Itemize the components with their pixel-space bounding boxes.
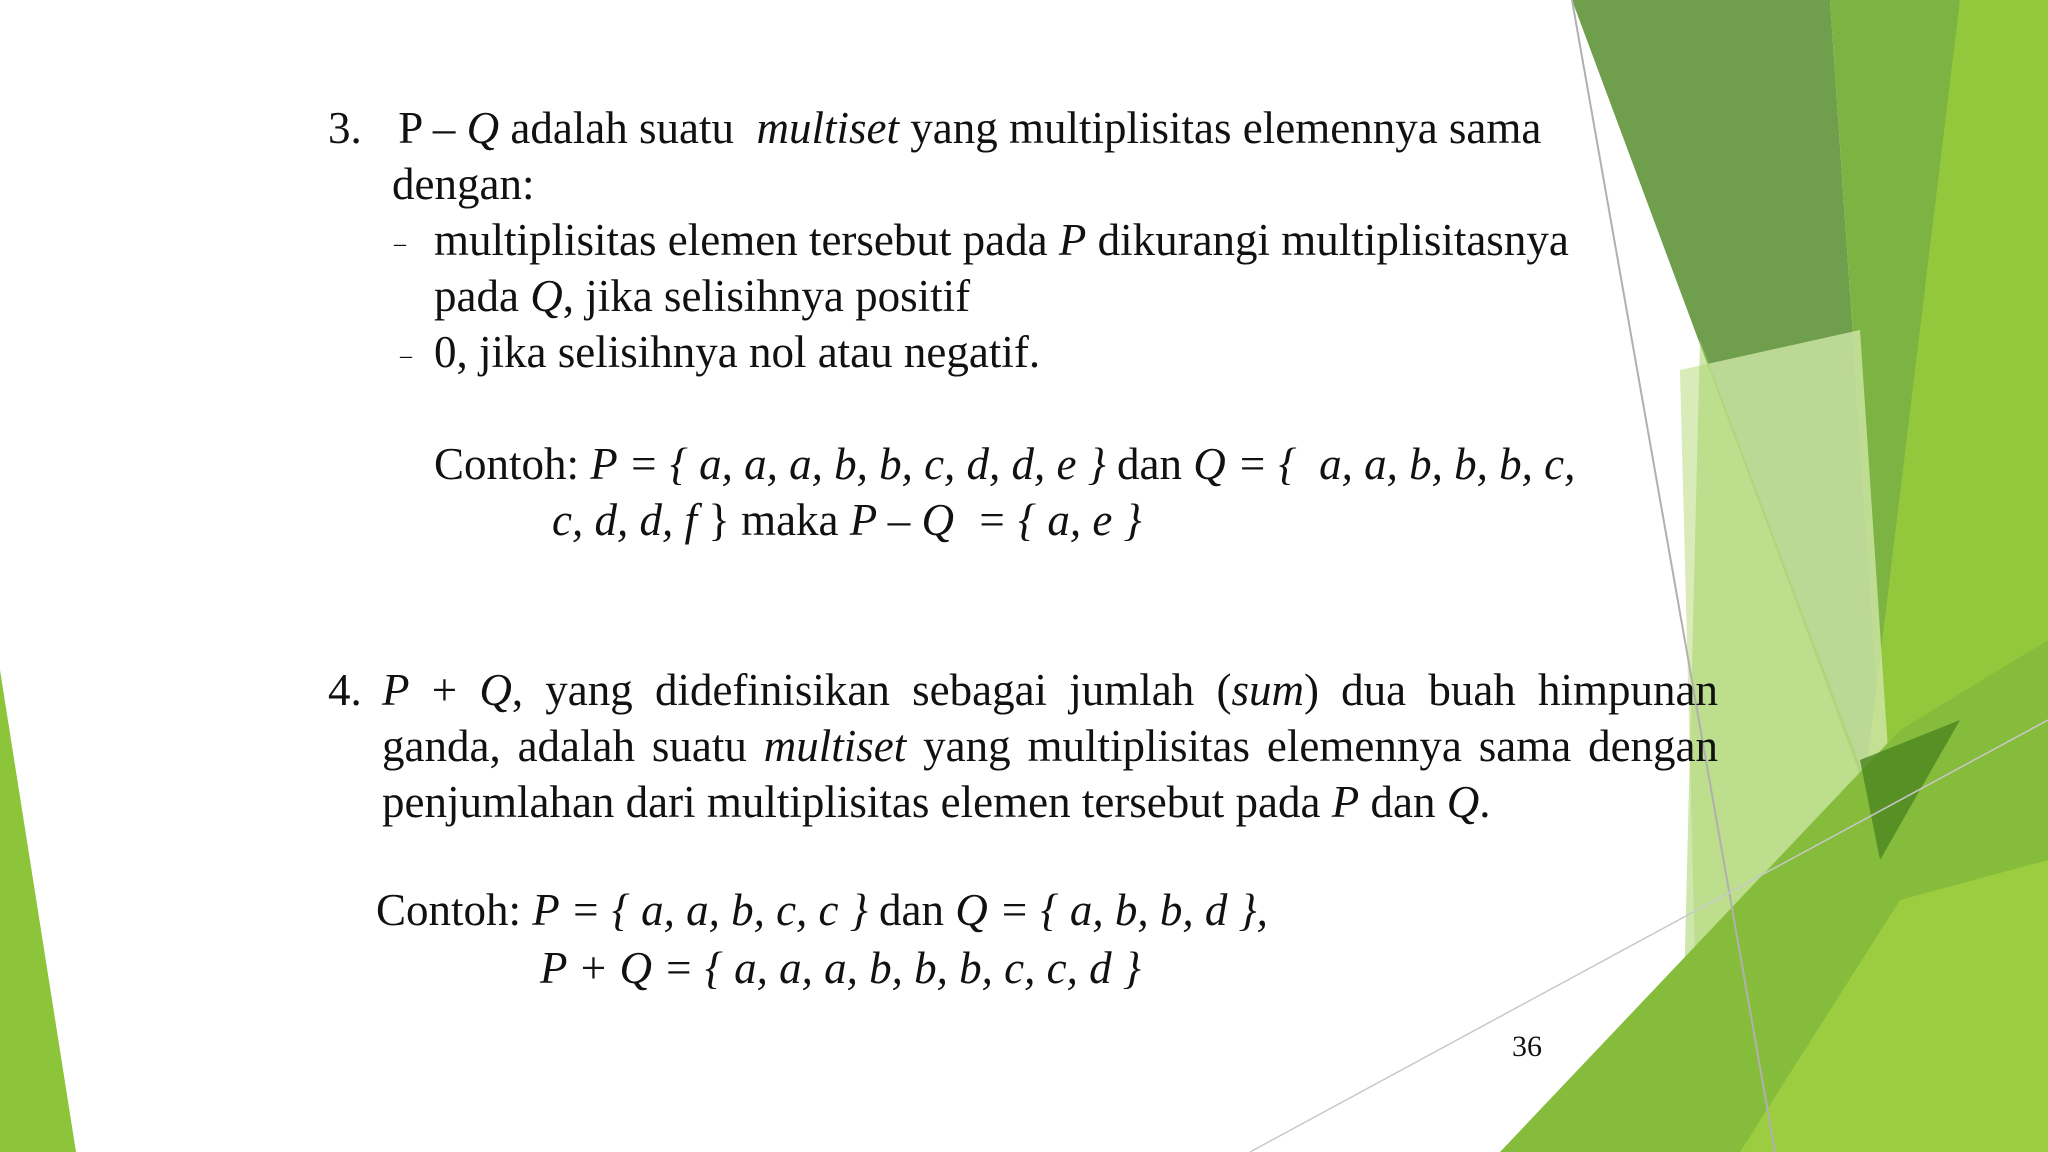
- item3-number: 3.: [328, 103, 362, 153]
- item4-paragraph: P + Q, yang didefinisikan sebagai jumlah (sum) dua buah himpunan ganda, adalah suatu multiset yang multiplisitas elemennya sama dengan penjumlahan dari multiplisitas elemen tersebut pada P dan Q.: [382, 665, 1719, 827]
- item4-number: 4.: [328, 665, 362, 715]
- item4-example-line1: Contoh: P = { a, a, b, c, c } dan Q = { a, b, b, d },: [376, 885, 1268, 935]
- item3-example-line2: c, d, d, f } maka P – Q = { a, e }: [552, 495, 1142, 545]
- item3-bullet1-line2: pada Q, jika selisihnya positif: [434, 271, 971, 321]
- item4-example-line2: P + Q = { a, a, a, b, b, b, c, c, d }: [540, 943, 1141, 993]
- left-green-sliver: [0, 670, 76, 1152]
- item3-bullet1-line1: multiplisitas elemen tersebut pada P dikurangi multiplisitasnya: [434, 215, 1569, 265]
- item3-bullet2: 0, jika selisihnya nol atau negatif.: [434, 327, 1041, 377]
- item3-line2: dengan:: [392, 159, 535, 209]
- bullet-marker-1: –: [394, 231, 406, 257]
- bullet-marker-2: –: [400, 343, 412, 369]
- item3-line1: 3. P – Q adalah suatu multiset yang multiplisitas elemennya sama: [328, 103, 1542, 153]
- page-number: 36: [1512, 1030, 1542, 1063]
- item3-example-line1: Contoh: P = { a, a, a, b, b, c, d, d, e } dan Q = { a, a, b, b, b, c,: [434, 439, 1576, 489]
